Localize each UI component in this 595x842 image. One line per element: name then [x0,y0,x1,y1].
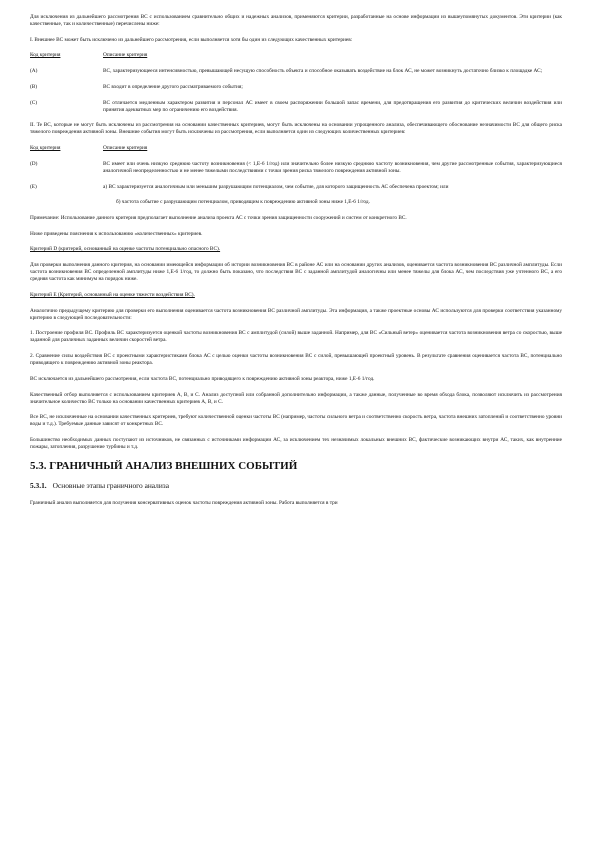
comment-intro: Ниже приведены пояснения к использованию «количественных» критериев. [30,230,203,237]
exclusion-paragraph: ВС исключается из дальнейшего рассмотрения, если частота ВС, потенциально приводящего к повреждению активной зоны реактора, ниже 1,Е-6 1/год. [30,375,375,382]
table2-header [30,145,562,152]
subsection-title: Основные этапы граничного анализа [52,480,169,490]
quality-paragraph: Качественный отбор выполняется с использованием критериев A, B, и C. Анализ доступной или собранной дополнительно информации, а также данные, полученные во время обхода блока, позволяют исключить из рассмотрения значительное количество ВС только на основании качественных критериев A, B, и C. [30,391,562,405]
table2-header-desc: Описание критерия [103,145,148,152]
criterion-code: (B) [30,83,38,90]
criterion-e-text: Аналогично предыдущему критерию для проверки его выполнения оценивается частота возникновения ВС различной амплитуды. Эта информация, а также проектные основы АС используются для проверки соответствия указанному критерию в следующей последовательности: [30,307,562,321]
table1-header [30,52,562,59]
criterion-d-text: Для проверки выполнения данного критерия, на основании имеющейся информации об истории возникновения ВС в районе АС или на основании других анализов, оценивается частота возникновения ВС различной амплитуды. Если частота возникновения ВС определенной амплитуды ниже 1,Е-6 1/год, то должно быть показано, что последствия ВС с заданной амплитудой аналогичны или менее тяжелы для блока АС, чем последствия уже учтенного ВС, а его средняя частота как минимум на порядок ниже. [30,262,562,283]
criterion-row-c [30,100,562,114]
last-paragraph: Граничный анализ выполняется для получения консервативных оценок частоты повреждения активной зоны. Работа выполняется в три [30,499,338,506]
step-1: 1. Построение профиля ВС. Профиль ВС характеризуется оценкой частоты возникновения ВС с амплитудой (силой) выше заданной. Например, для ВС «Сильный ветер» оценивается частота возникновения ветра со скоростью, выше заданной для различных заданных величин скоростей ветра. [30,330,562,344]
criterion-code: (A) [30,68,38,75]
document-page [30,14,562,516]
criterion-desc: ВС входит в определение другого рассматриваемого события; [103,83,243,90]
remaining-paragraph: Все ВС, не исключенные на основании качественных критериев, требуют количественной оценки частоты ВС (например, частоты сильного ветра и соответственно скорость ветра, частота внешних затоплений и соответственно уровни воды и т.д.). Требуемые данные зависят от конкретных ВС. [30,414,562,428]
subsection-number: 5.3.1. [30,480,47,490]
section-heading: 5.3. ГРАНИЧНЫЙ АНАЛИЗ ВНЕШНИХ СОБЫТИЙ [30,459,298,472]
table1-header-code: Код критерия [30,52,61,59]
criterion-desc: ВС, характеризующееся интенсивностью, превышающей несущую способность объекта и способное оказывать воздействие на блок АС, не может возникнуть достаточно близко к площадке АС; [103,68,543,75]
criterion-e-alt: б) частота событие с разрушающим потенциалом, приводящим к повреждению активной зоны ниже 1,Е-6 1/год. [116,199,370,206]
criterion-row-a [30,68,562,75]
table1-header-desc: Описание критерия [103,52,148,59]
criterion-desc: ВС имеет или очень низкую среднюю частоту возникновения (< 1,Е-6 1/год) или значительно более низкую среднюю частоту возникновения, чем другие рассмотренные события, характеризующиеся аналогичной неопределенностью и не менее тяжелыми последствиями с точки зрения риска тяжелого повреждения активной зоны. [103,160,562,174]
criterion-e-title: Критерий E (Критерий, основанный на оценке тяжести воздействия ВС). [30,291,195,298]
criterion-row-b [30,84,562,91]
criterion-desc: ВС отличается медленным характером развития и персонал АС имеет в своем распоряжении большой запас времени, для предотвращения его развития до критических величин воздействия или принятия адекватных мер по ограничению его воздействия. [103,99,562,113]
criterion-code: (E) [30,183,37,190]
table2-header-code: Код критерия [30,145,61,152]
section-quantitative-criteria: II. Те ВС, которые не могут быть исключены из рассмотрения на основании качественных критериев, могут быть исключены на основании упрощенного анализа, обеспечивающего обоснование незначимости ВС для общего риска тяжелого повреждения активной зоны. Внешние события могут быть исключены из рассмотрения, если выполняется один из следующих количественных критериев: [30,122,562,136]
majority-paragraph: Большинство необходимых данных поступают из источников, не связанных с источниками информации АС, за исключением тех незначимых локальных внешних ВС, фактические возникающих внутри АС, таких, как внутренние пожары, затопления, разрушение турбины и т.д. [30,437,562,451]
criterion-row-e [30,184,562,191]
criterion-desc: а) ВС характеризуется аналогичным или меньшим разрушающим потенциалом, чем событие, для которого защищенность АС обеспечена проектом; или [103,183,449,190]
subsection-heading [30,481,562,490]
criterion-code: (D) [30,160,38,167]
section-qualitative-criteria: I. Внешнее ВС может быть исключено из дальнейшего рассмотрения, если выполняется хотя бы один из следующих качественных критериев: [30,36,353,43]
criterion-code: (C) [30,99,38,106]
intro-paragraph: Для исключения из дальнейшего рассмотрения ВС с использованием сравнительно общих и надежных анализов, применяются критерии, разработанные на основе информации из вышеупомянутых документов. Эти критерии (как качественные, так и количественные) перечислены ниже: [30,14,562,28]
note-paragraph: Примечание: Использование данного критерия предполагает выполнение анализа проекта АС с точки зрения защищенности сооружений и систем от конкретного ВС. [30,214,407,221]
criterion-d-title: Критерий D (критерий, основанный на оценке частоты потенциально опасного ВС). [30,246,221,253]
criterion-row-d [30,161,562,175]
step-2: 2. Сравнение силы воздействия ВС с проектными характеристиками блока АС с целью оценки частоты возникновения ВС с силой, превышающей проектный уровень. В результате сравнения оценивается частота ВС, потенциально приводящего к повреждению активной зоны реактора. [30,353,562,367]
